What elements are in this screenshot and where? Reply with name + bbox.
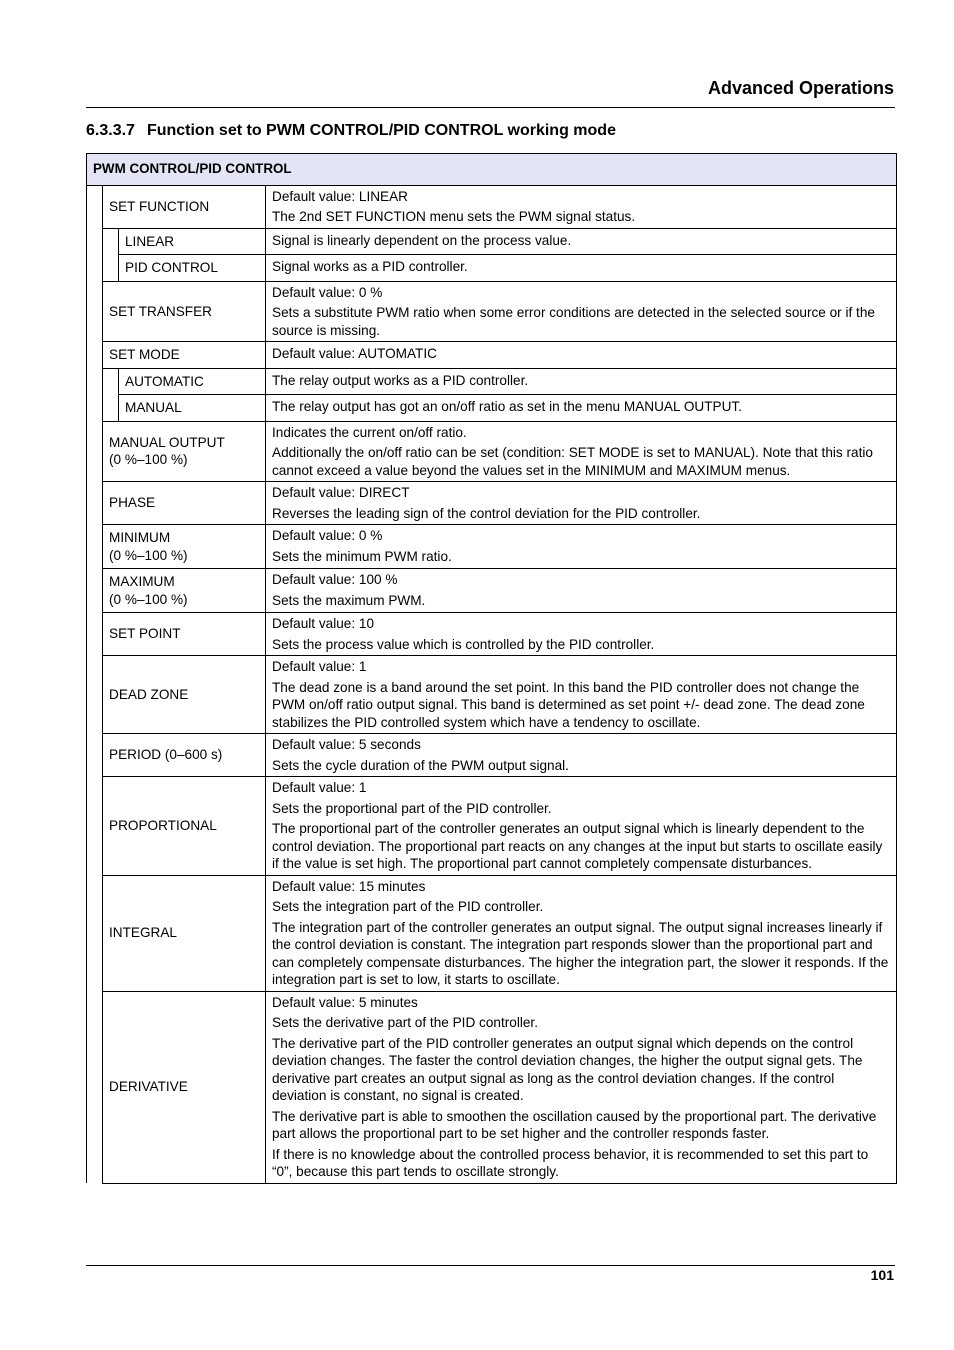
table-row (87, 395, 897, 422)
parameter-table (86, 153, 897, 1184)
table-row (87, 228, 897, 255)
param-name: DEAD ZONE (103, 656, 266, 734)
table-row (87, 421, 897, 482)
section-number: 6.3.3.7 (86, 122, 135, 139)
param-description: Default value: AUTOMATIC (266, 342, 897, 369)
param-name: PHASE (103, 482, 266, 525)
param-description: Default value: 1 Sets the proportional part of the PID controller. The proportional part of the controller generates an output signal which is linearly dependent to the control deviation. The proportional part reacts on any changes at the input but starts to oscillate easily if the value is set high. The proportional part cannot completely compensate disturbances. (266, 777, 897, 876)
param-description: Default value: 1 The dead zone is a band around the set point. In this band the PID controller does not change the PWM on/off ratio output signal. This band is determined as set point +/- dead zone. The dead zone stabilizes the PID controlled system which have a tendency to oscillate. (266, 656, 897, 734)
table-row (87, 281, 897, 342)
param-name: INTEGRAL (103, 875, 266, 991)
header-divider (86, 107, 895, 108)
param-name: MANUAL OUTPUT (0 %–100 %) (103, 421, 266, 482)
param-name: MINIMUM (0 %–100 %) (103, 525, 266, 569)
param-description: Signal works as a PID controller. (266, 255, 897, 282)
param-range: (0 %–100 %) (109, 591, 188, 607)
table-row (87, 255, 897, 282)
section-heading (86, 122, 616, 140)
table-header: PWM CONTROL/PID CONTROL (87, 154, 897, 186)
section-title: Function set to PWM CONTROL/PID CONTROL working mode (146, 122, 616, 139)
param-description: Default value: LINEAR The 2nd SET FUNCTION menu sets the PWM signal status. (266, 185, 897, 228)
table-row (87, 613, 897, 656)
footer-divider (86, 1265, 895, 1266)
param-option: LINEAR (119, 228, 266, 255)
table-row (87, 734, 897, 777)
table-row (87, 482, 897, 525)
param-name: SET MODE (103, 342, 266, 369)
param-name: PERIOD (0–600 s) (103, 734, 266, 777)
param-description: The relay output has got an on/off ratio as set in the menu MANUAL OUTPUT. (266, 395, 897, 422)
table-row (87, 342, 897, 369)
param-description: Default value: 100 % Sets the maximum PWM. (266, 569, 897, 613)
param-description: Default value: 5 seconds Sets the cycle duration of the PWM output signal. (266, 734, 897, 777)
param-range: (0 %–100 %) (109, 547, 188, 563)
param-description: Signal is linearly dependent on the process value. (266, 228, 897, 255)
running-header: Advanced Operations (707, 78, 894, 98)
table-row (87, 525, 897, 569)
param-description: Default value: 10 Sets the process value which is controlled by the PID controller. (266, 613, 897, 656)
table-row (87, 875, 897, 991)
table-row (87, 185, 897, 228)
param-description: Default value: 5 minutes Sets the derivative part of the PID controller. The derivative part of the PID controller generates an output signal which depends on the control deviation changes. The faster the control deviation changes, the higher the output signal gets. The derivative part creates an output signal as long as the control deviation changes. If the control deviation is constant, no signal is created. The derivative part is able to smoothen the oscillation caused by the proportional part. The derivative part allows the proportional part to be set higher and the controller responds faster. If there is no knowledge about the controlled process behavior, it is recommended to set this part to “0”, because this part tends to oscillate strongly. (266, 991, 897, 1183)
page-number: 101 (870, 1267, 894, 1283)
param-name: DERIVATIVE (103, 991, 266, 1183)
table-row (87, 777, 897, 876)
param-name: SET TRANSFER (103, 281, 266, 342)
param-name: MAXIMUM (0 %–100 %) (103, 569, 266, 613)
table-row (87, 569, 897, 613)
table-row (87, 656, 897, 734)
param-name: SET FUNCTION (103, 185, 266, 228)
param-option: PID CONTROL (119, 255, 266, 282)
param-description: The relay output works as a PID controller. (266, 368, 897, 395)
param-name: PROPORTIONAL (103, 777, 266, 876)
param-description: Default value: DIRECT Reverses the leading sign of the control deviation for the PID controller. (266, 482, 897, 525)
table-row (87, 368, 897, 395)
param-range: (0 %–100 %) (109, 452, 188, 468)
param-description: Default value: 15 minutes Sets the integration part of the PID controller. The integration part of the controller generates an output signal. The output signal increases linearly if the control deviation is constant. The integration part responds slower than the proportional part and can completely compensate disturbances. The higher the integration part, the slower it responds. If the integration part is set to low, it starts to oscillate. (266, 875, 897, 991)
param-option: AUTOMATIC (119, 368, 266, 395)
param-option: MANUAL (119, 395, 266, 422)
param-description: Indicates the current on/off ratio. Additionally the on/off ratio can be set (condition: SET MODE is set to MANUAL). Note that this ratio cannot exceed a value beyond the values set in the MINIMUM and MAXIMUM menus. (266, 421, 897, 482)
param-name: SET POINT (103, 613, 266, 656)
param-description: Default value: 0 % Sets a substitute PWM ratio when some error conditions are detected in the selected source or if the source is missing. (266, 281, 897, 342)
table-header-row (87, 154, 897, 186)
table-row (87, 991, 897, 1183)
param-description: Default value: 0 % Sets the minimum PWM ratio. (266, 525, 897, 569)
